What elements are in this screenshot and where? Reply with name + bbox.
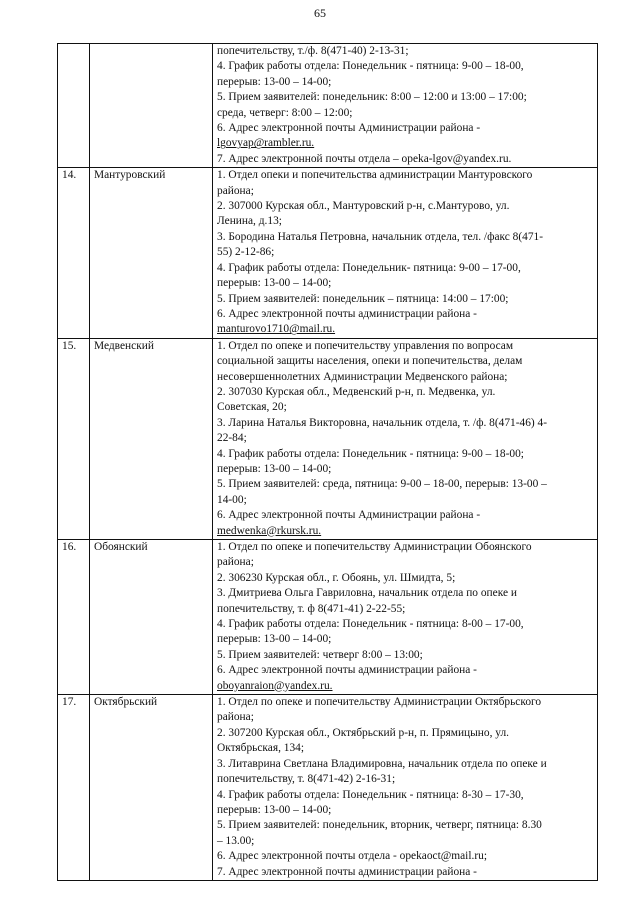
info-line: района; — [217, 556, 254, 569]
info-line: 1. Отдел по опеке и попечительству Администрации Обоянского — [217, 541, 532, 553]
info-line: попечительству, т./ф. 8(471-40) 2-13-31; — [217, 45, 409, 57]
info-line: 4. График работы отдела: Понедельник - пятница: 9-00 – 18-00; — [217, 447, 524, 460]
info-line: 5. Прием заявителей: четверг 8:00 – 13:00; — [217, 648, 423, 661]
info-line: попечительству, т. ф 8(471-41) 2-22-55; — [217, 602, 406, 615]
table-body — [58, 44, 598, 881]
info-line: 2. 307200 Курская обл., Октябрьский р-н, п. Прямицыно, ул. — [217, 726, 510, 739]
guardianship-departments-table — [57, 43, 598, 881]
info-line: 7. Адрес электронной почты администрации района - — [217, 865, 477, 878]
info-line: района; — [217, 184, 254, 197]
district-name: Обоянский — [90, 540, 213, 695]
department-info — [213, 695, 598, 881]
info-line: среда, четверг: 8:00 – 12:00; — [217, 106, 353, 119]
info-line: 5. Прием заявителей: понедельник – пятница: 14:00 – 17:00; — [217, 292, 509, 305]
department-info — [213, 338, 598, 539]
info-line: 5. Прием заявителей: понедельник: 8:00 – 12:00 и 13:00 – 17:00; — [217, 91, 527, 104]
info-line: 1. Отдел опеки и попечительства администрации Мантуровского — [217, 169, 533, 182]
info-line: 4. График работы отдела: Понедельник - пятница: 8-00 – 17-00, — [217, 618, 524, 631]
info-line: 1. Отдел по опеке и попечительству управления по вопросам — [217, 339, 514, 352]
info-line: 3. Литаврина Светлана Владимировна, начальник отдела по опеке и — [217, 757, 547, 770]
info-line: перерыв: 13-00 – 14-00; — [217, 803, 332, 816]
info-line: 7. Адрес электронной почты отдела – opeka-lgov@yandex.ru. — [217, 152, 512, 165]
info-line: 6. Адрес электронной почты Администрации района - — [217, 509, 481, 522]
info-line: manturovo1710@mail.ru. — [217, 323, 336, 336]
info-line: перерыв: 13-00 – 14-00; — [217, 75, 332, 88]
info-line: 3. Ларина Наталья Викторовна, начальник отдела, т. /ф. 8(471-46) 4- — [217, 416, 548, 429]
row-number: 14. — [58, 168, 90, 338]
info-line: 5. Прием заявителей: понедельник, вторник, четверг, пятница: 8.30 — [217, 819, 542, 832]
info-line: попечительству, т. 8(471-42) 2-16-31; — [217, 773, 396, 786]
info-line: 22-84; — [217, 432, 247, 445]
info-line: 4. График работы отдела: Понедельник - пятница: 9-00 – 18-00, — [217, 60, 524, 73]
page-number: 65 — [314, 6, 326, 20]
info-line: перерыв: 13-00 – 14-00; — [217, 277, 332, 290]
info-line: 5. Прием заявителей: среда, пятница: 9-00 – 18-00, перерыв: 13-00 – — [217, 478, 547, 491]
info-line: 6. Адрес электронной почты Администрации района - — [217, 122, 481, 135]
info-line: 4. График работы отдела: Понедельник- пятница: 9-00 – 17-00, — [217, 261, 521, 274]
info-line: перерыв: 13-00 – 14-00; — [217, 633, 332, 646]
info-line: 6. Адрес электронной почты администрации района - — [217, 664, 477, 677]
table-row — [58, 695, 598, 881]
row-number: 15. — [58, 338, 90, 539]
table-row — [58, 168, 598, 338]
info-line: Октябрьская, 134; — [217, 742, 305, 755]
info-line: 6. Адрес электронной почты администрации района - — [217, 307, 477, 320]
info-line: – 13.00; — [217, 834, 255, 847]
row-number: 17. — [58, 695, 90, 881]
district-name: Мантуровский — [90, 168, 213, 338]
department-info — [213, 44, 598, 168]
info-line: перерыв: 13-00 – 14-00; — [217, 462, 332, 475]
table-row — [58, 338, 598, 539]
info-line: 2. 306230 Курская обл., г. Обоянь, ул. Шмидта, 5; — [217, 571, 456, 584]
info-line: 3. Бородина Наталья Петровна, начальник отдела, тел. /факс 8(471- — [217, 230, 544, 243]
info-line: несовершеннолетних Администрации Медвенского района; — [217, 370, 508, 383]
department-info — [213, 540, 598, 695]
district-name: Октябрьский — [90, 695, 213, 881]
info-line: 4. График работы отдела: Понедельник - пятница: 8-30 – 17-30, — [217, 788, 524, 801]
info-line: 6. Адрес электронной почты отдела - opekaoct@mail.ru; — [217, 850, 487, 863]
info-line: 55) 2-12-86; — [217, 246, 275, 259]
info-line: 3. Дмитриева Ольга Гавриловна, начальник отдела по опеке и — [217, 587, 517, 600]
info-line: oboyanraion@yandex.ru. — [217, 679, 333, 692]
info-line: medwenka@rkursk.ru. — [217, 524, 322, 537]
info-line: района; — [217, 711, 254, 724]
info-line: 14-00; — [217, 493, 247, 506]
info-line: Советская, 20; — [217, 401, 287, 414]
row-number: 16. — [58, 540, 90, 695]
table-row — [58, 44, 598, 168]
district-name: Медвенский — [90, 338, 213, 539]
info-line: lgovyap@rambler.ru. — [217, 137, 315, 150]
district-name — [90, 44, 213, 168]
row-number — [58, 44, 90, 168]
table-row — [58, 540, 598, 695]
info-line: 1. Отдел по опеке и попечительству Администрации Октябрьского — [217, 696, 542, 709]
info-line: социальной защиты населения, опеки и попечительства, делам — [217, 355, 523, 368]
info-line: Ленина, д.13; — [217, 215, 282, 228]
department-info — [213, 168, 598, 338]
info-line: 2. 307000 Курская обл., Мантуровский р-н, с.Мантурово, ул. — [217, 200, 510, 213]
info-line: 2. 307030 Курская обл., Медвенский р-н, п. Медвенка, ул. — [217, 385, 496, 398]
